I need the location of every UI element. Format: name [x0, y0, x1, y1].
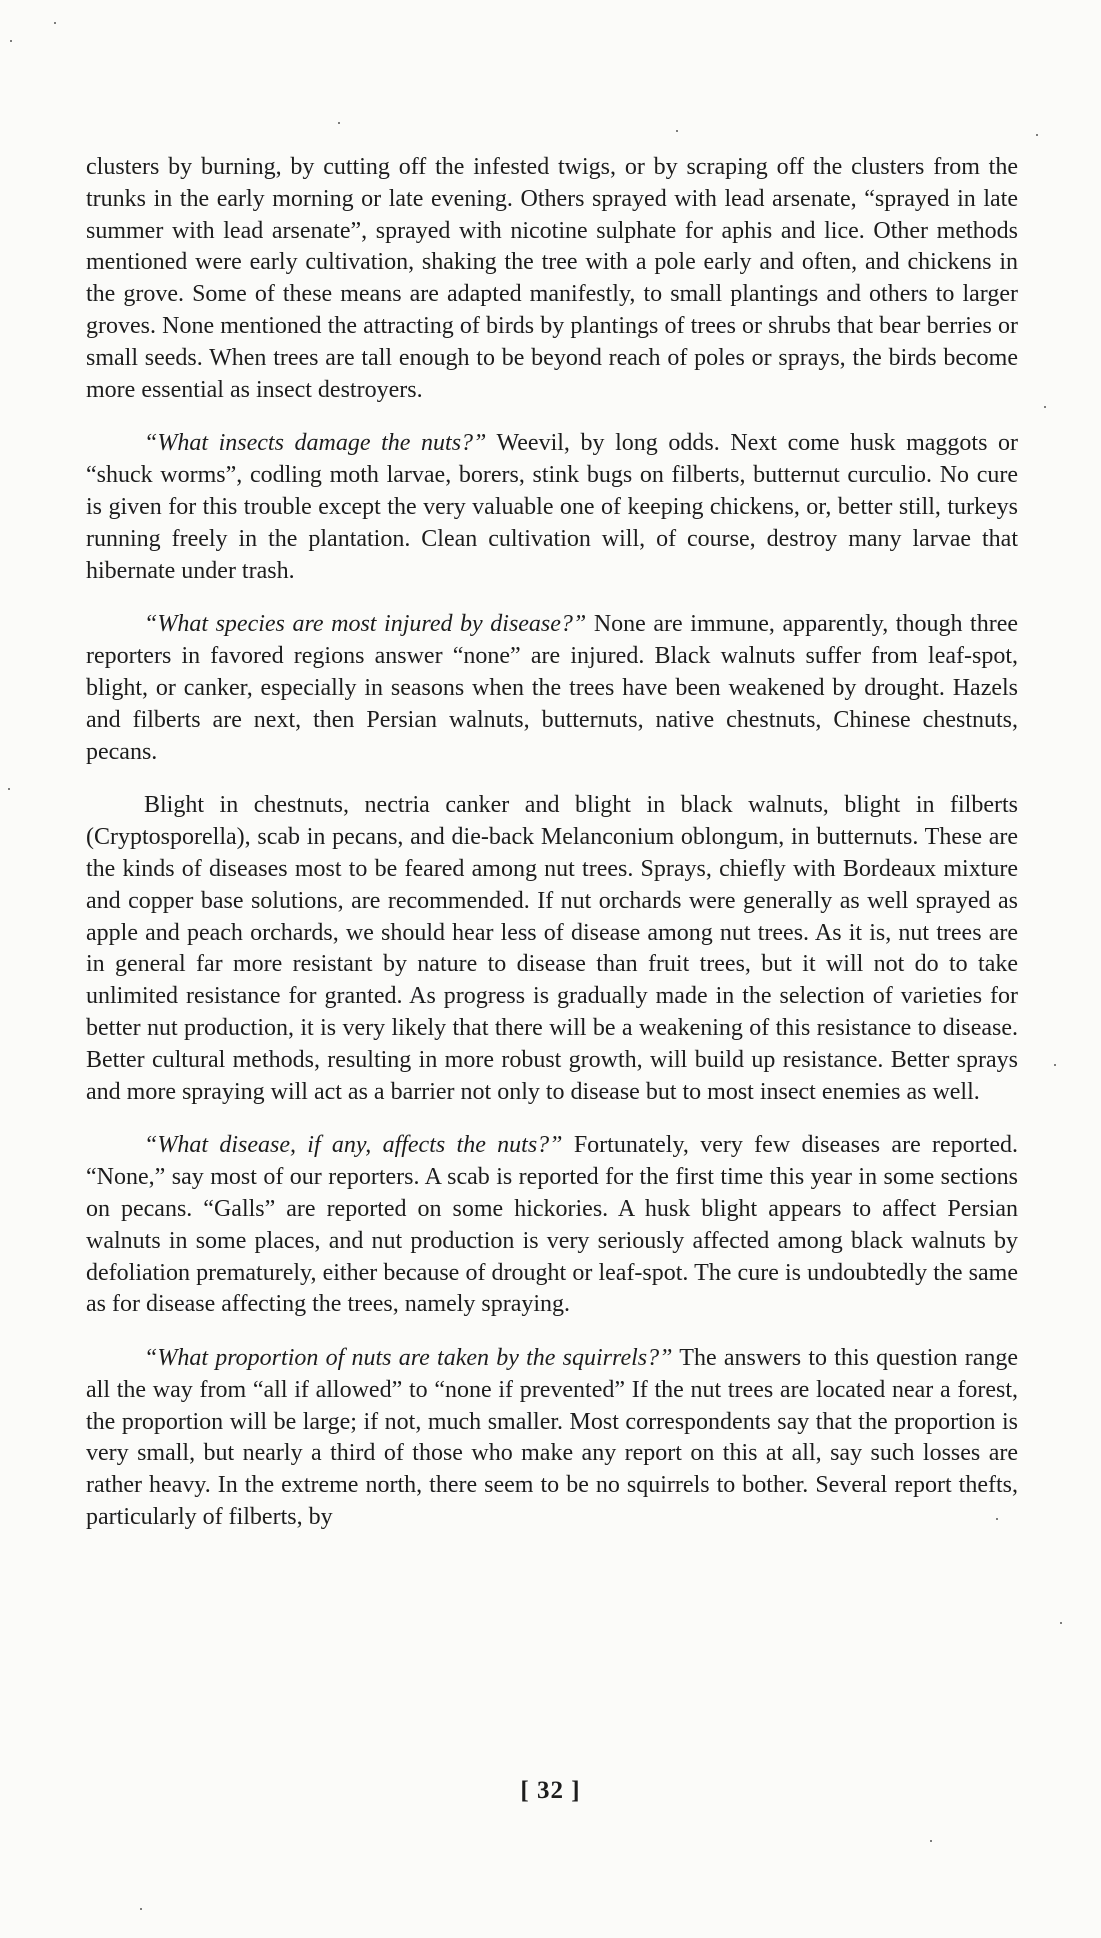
- scan-speck: [676, 130, 678, 132]
- question-lead: “What proportion of nuts are taken by the squirrels?”: [144, 1345, 673, 1372]
- scan-speck: [1044, 406, 1046, 408]
- paragraph-insects-damage-nuts: [86, 428, 1018, 587]
- scan-speck: [8, 788, 10, 790]
- scan-speck: [1036, 134, 1038, 136]
- paragraph-species-injured-by-disease: [86, 609, 1018, 768]
- scan-speck: [10, 40, 12, 42]
- paragraph-diseases-to-be-feared: [86, 790, 1018, 1108]
- question-lead: “What species are most injured by disease?”: [144, 611, 587, 638]
- scan-speck: [338, 122, 340, 124]
- scan-speck: [54, 22, 56, 24]
- paragraph-scale-insect-control: [86, 152, 1018, 406]
- scan-speck: [1060, 1622, 1062, 1624]
- paragraph-text: Fortunately, very few diseases are reported. “None,” say most of our reporters. A scab is reported for the first time this year in some sections on pecans. “Galls” are reported on some hickories. A husk blight appears to affect Persian walnuts in some places, and nut production is very seriously affected among black walnuts by defoliation prematurely, either because of drought or leaf-spot. The cure is undoubtedly the same as for disease affecting the trees, namely spraying.: [86, 1132, 1018, 1318]
- paragraph-text: clusters by burning, by cutting off the infested twigs, or by scraping off the clusters from the trunks in the early morning or late evening. Others sprayed with lead arsenate, “sprayed in late summer with lead arsenate”, sprayed with nicotine sulphate for aphis and lice. Other methods mentioned were early cultivation, shaking the tree with a pole early and often, and chickens in the grove. Some of these means are adapted manifestly, to small plantings and others to larger groves. None mentioned the attracting of birds by plantings of trees or shrubs that bear berries or small seeds. When trees are tall enough to be beyond reach of poles or sprays, the birds become more essential as insect destroyers.: [86, 154, 1018, 403]
- scan-speck: [930, 1840, 932, 1842]
- paragraph-text: Blight in chestnuts, nectria canker and blight in black walnuts, blight in filberts (Cryptosporella), scab in pecans, and die-back Melanconium oblongum, in butternuts. These are the kinds of diseases most to be feared among nut trees. Sprays, chiefly with Bordeaux mixture and copper base solutions, are recommended. If nut orchards were generally as well sprayed as apple and peach orchards, we should hear less of disease among nut trees. As it is, nut trees are in general far more resistant by nature to disease than fruit trees, but it will not do to take unlimited resistance for granted. As progress is gradually made in the selection of varieties for better nut production, it is very likely that there will be a weakening of this resistance to disease. Better cultural methods, resulting in more robust growth, will build up resistance. Better sprays and more spraying will act as a barrier not only to disease but to most insect enemies as well.: [86, 792, 1018, 1105]
- scan-speck: [1054, 1064, 1056, 1066]
- page-body: [86, 152, 1018, 1556]
- scan-speck: [996, 1518, 998, 1520]
- paragraph-text: Weevil, by long odds. Next come husk maggots or “shuck worms”, codling moth larvae, borers, stink bugs on filberts, butternut curculio. No cure is given for this trouble except the very valuable one of keeping chickens, or, better still, turkeys running freely in the plantation. Clean cultivation will, of course, destroy many larvae that hibernate under trash.: [86, 430, 1018, 584]
- paragraph-text: None are immune, apparently, though three reporters in favored regions answer “none” are injured. Black walnuts suffer from leaf-spot, blight, or canker, especially in seasons when the trees have been weakened by drought. Hazels and filberts are next, then Persian walnuts, butternuts, native chestnuts, Chinese chestnuts, pecans.: [86, 611, 1019, 765]
- scan-speck: [140, 1908, 142, 1910]
- page-number: [ 32 ]: [520, 1777, 581, 1804]
- paragraph-disease-affects-nuts: [86, 1130, 1018, 1321]
- question-lead: “What insects damage the nuts?”: [144, 430, 487, 457]
- paragraph-squirrels: [86, 1343, 1018, 1534]
- question-lead: “What disease, if any, affects the nuts?”: [144, 1132, 563, 1159]
- paragraph-text: The answers to this question range all the way from “all if allowed” to “none if prevented” If the nut trees are located near a forest, the proportion will be large; if not, much smaller. Most correspondents say that the proportion is very small, but nearly a third of those who make any report on this at all, say such losses are rather heavy. In the extreme north, there seem to be no squirrels to bother. Several report thefts, particularly of filberts, by: [86, 1345, 1018, 1531]
